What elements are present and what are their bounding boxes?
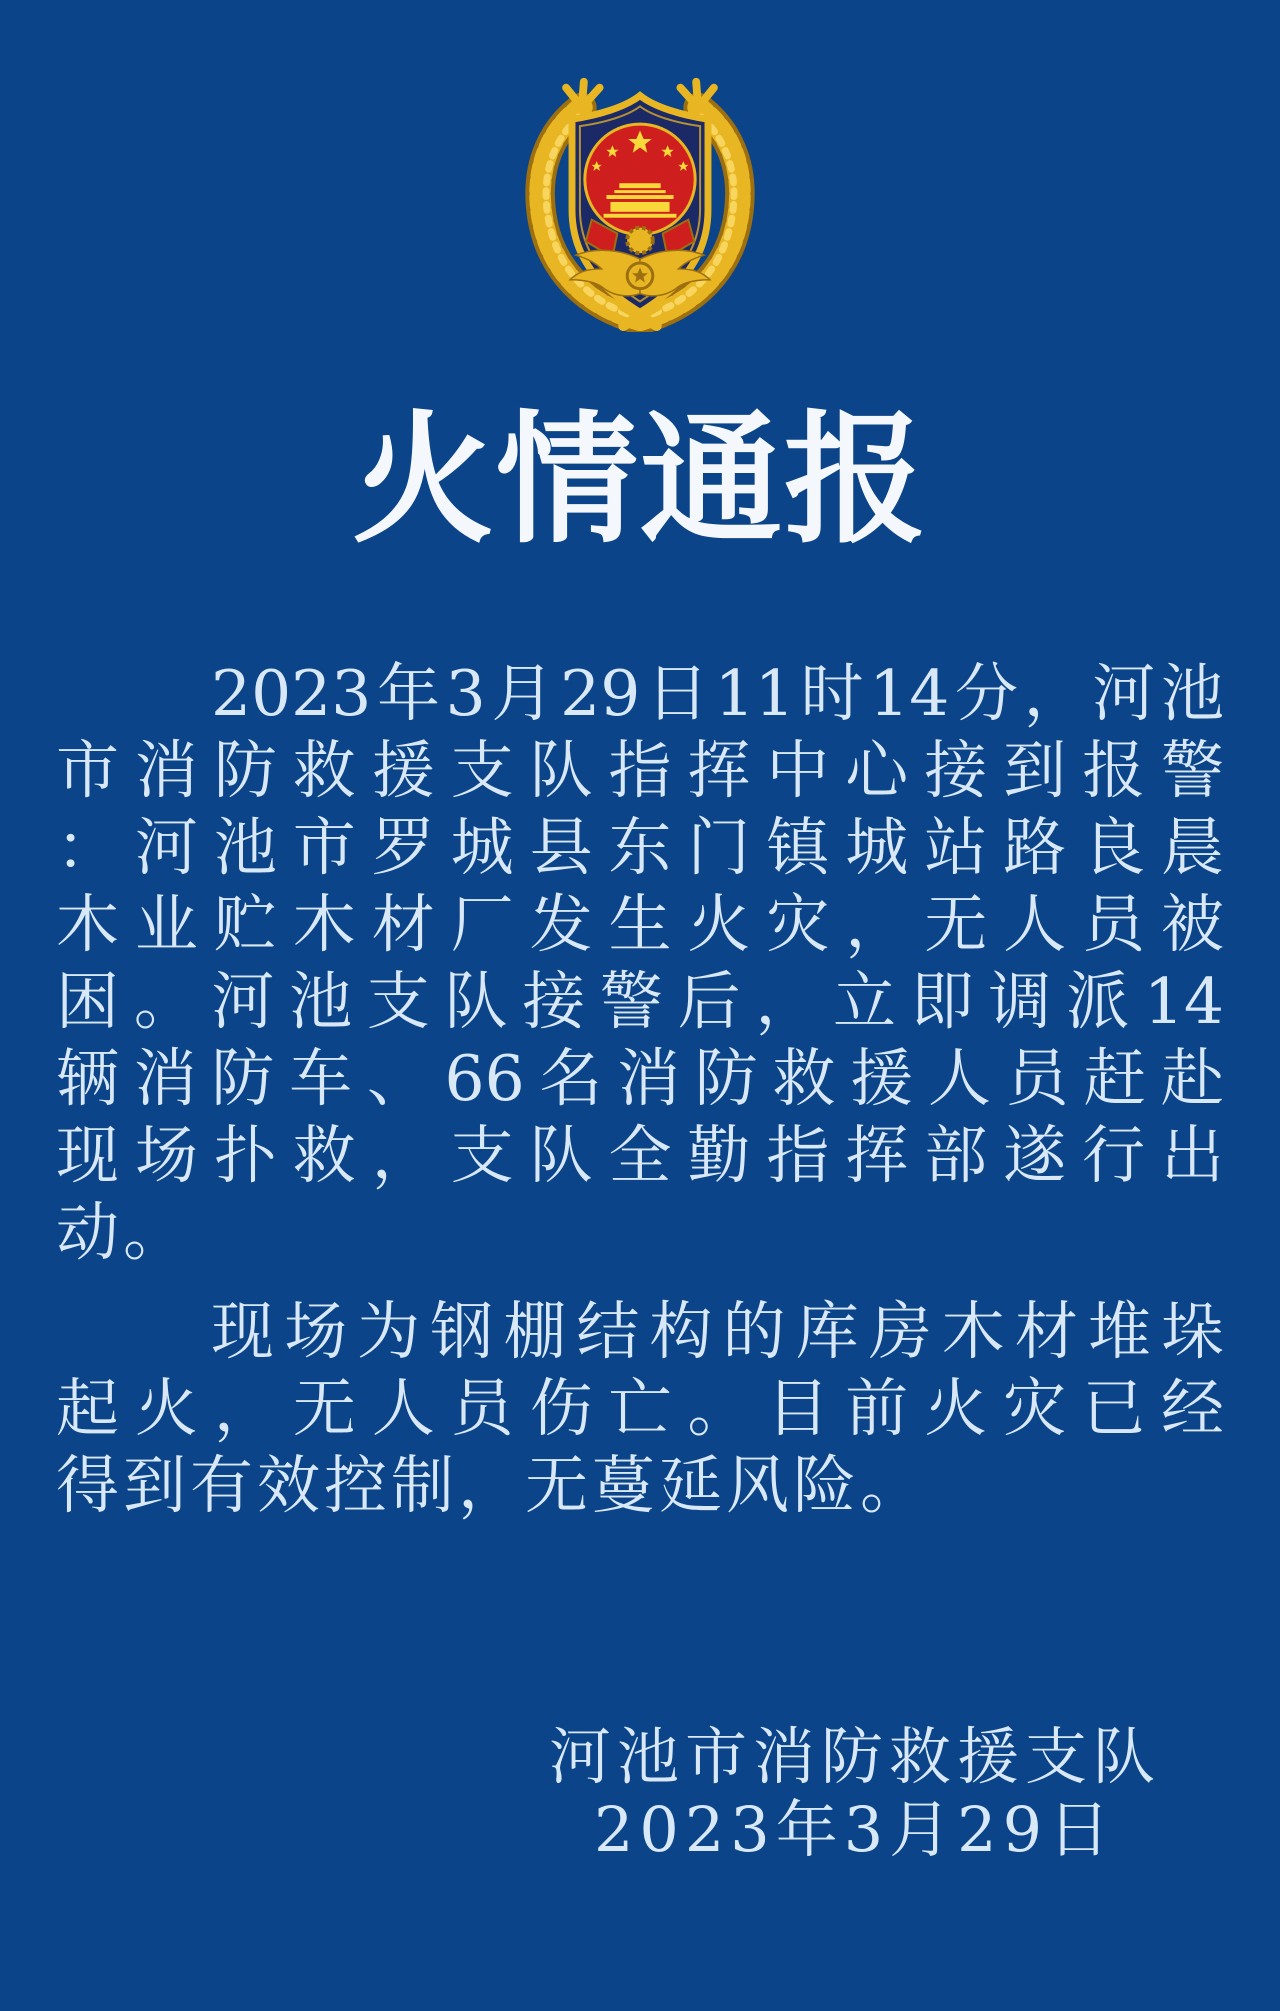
paragraph-1 <box>56 655 1224 1271</box>
body-line: 得到有效控制，无蔓延风险。 <box>56 1449 927 1522</box>
body-line: 困。河池支队接警后，立即调派14 <box>56 965 1224 1038</box>
body-line: 现场扑救，支队全勤指挥部遂行出 <box>56 1119 1224 1192</box>
body-line: 辆消防车、66名消防救援人员赶赴 <box>56 1042 1224 1115</box>
body-line: 市消防救援支队指挥中心接到报警 <box>56 734 1224 807</box>
signature-unit: 河池市消防救援支队 <box>548 1720 1161 1793</box>
body-line: ：河池市罗城县东门镇城站路良晨 <box>56 811 1224 884</box>
notice-body <box>56 655 1224 1524</box>
body-line: 现场为钢棚结构的库房木材堆垛 <box>211 1295 1224 1368</box>
signature-date: 2023年3月29日 <box>593 1793 1117 1866</box>
body-line: 2023年3月29日11时14分，河池 <box>211 657 1224 730</box>
paragraph-2 <box>56 1293 1224 1524</box>
china-fire-rescue-emblem-icon <box>516 66 764 332</box>
body-line: 木业贮木材厂发生火灾，无人员被 <box>56 888 1224 961</box>
notice-title: 火情通报 <box>352 397 928 563</box>
signature-block <box>520 1720 1190 1866</box>
body-line: 动。 <box>56 1196 190 1269</box>
body-line: 起火，无人员伤亡。目前火灾已经 <box>56 1372 1224 1445</box>
gear-icon <box>627 228 653 254</box>
